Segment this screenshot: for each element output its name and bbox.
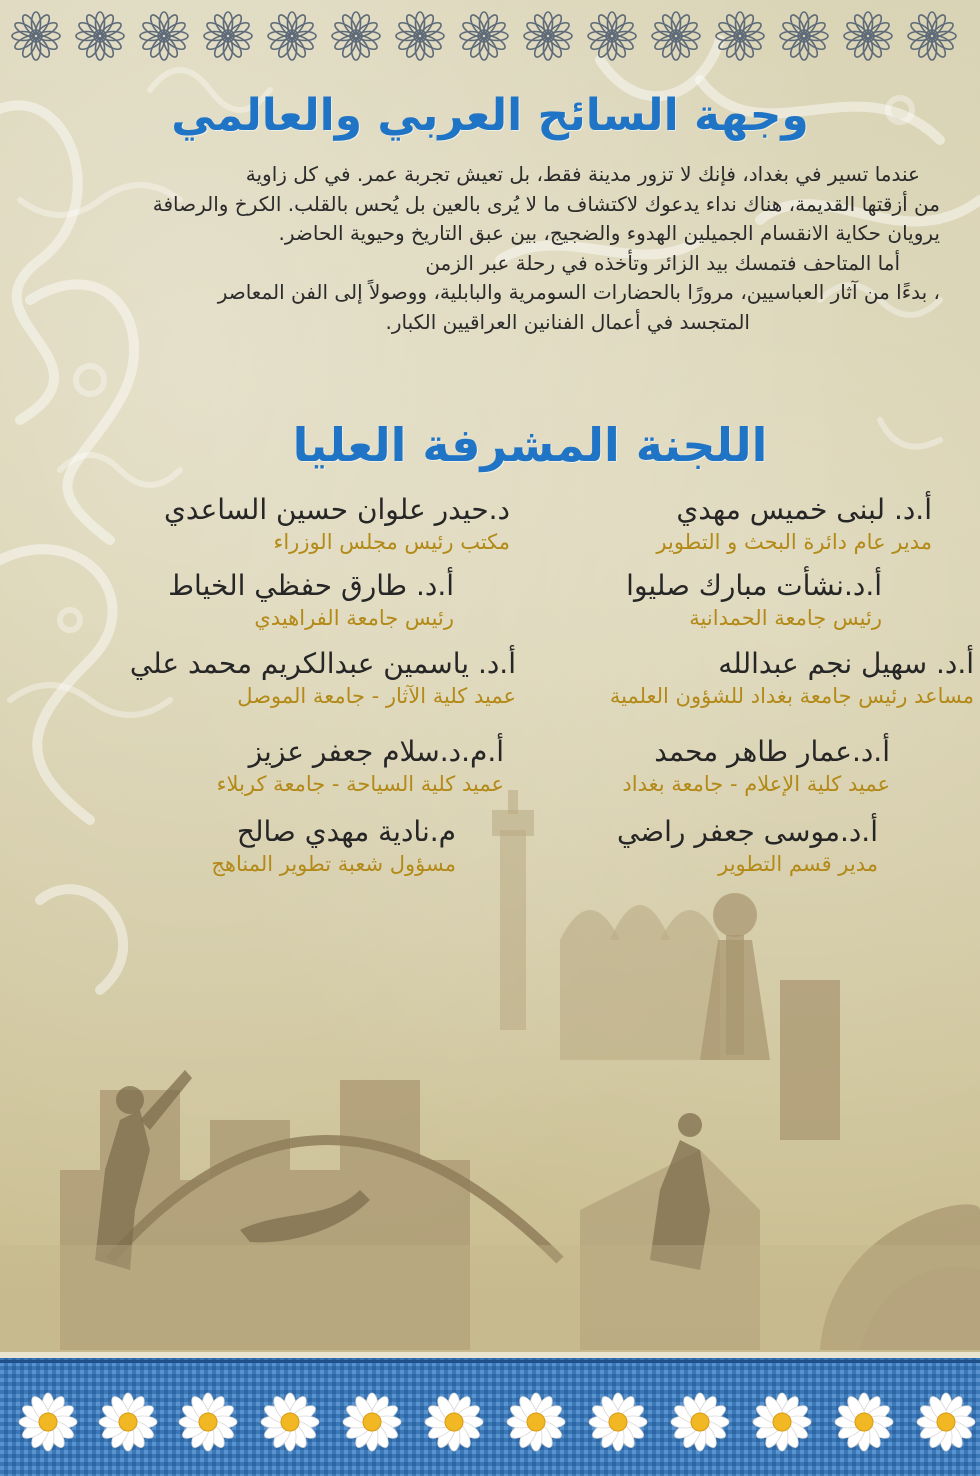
member-name: أ.د. سهيل نجم عبدالله bbox=[718, 647, 974, 680]
member-card bbox=[130, 646, 516, 710]
member-card bbox=[622, 734, 890, 798]
member-name: د.حيدر علوان حسين الساعدي bbox=[163, 493, 510, 526]
member-name: أ.د. ياسمين عبدالكريم محمد علي bbox=[129, 647, 516, 680]
bottom-daisy-border bbox=[0, 1346, 980, 1476]
top-daisy-border bbox=[0, 0, 980, 78]
member-card bbox=[164, 492, 510, 556]
member-card bbox=[168, 568, 454, 632]
intro-line: المتجسد في أعمال الفنانين العراقيين الكبار. bbox=[385, 309, 750, 334]
member-role: مساعد رئيس جامعة بغداد للشؤون العلمية bbox=[609, 684, 974, 708]
member-role: رئيس جامعة الفراهيدي bbox=[254, 606, 454, 630]
member-name: أ.د. طارق حفظي الخياط bbox=[168, 569, 454, 602]
intro-line: ، بدءًا من آثار العباسيين، مرورًا بالحضارات السومرية والبابلية، ووصولاً إلى الفن المعاصر bbox=[217, 280, 940, 304]
member-card bbox=[617, 814, 878, 878]
intro-line: من أزقتها القديمة، هناك نداء يدعوك لاكتشاف ما لا يُرى بالعين بل يُحس بالقلب. الكرخ والرصافة bbox=[152, 191, 940, 216]
member-card bbox=[610, 646, 974, 710]
committee-heading: اللجنة المشرفة العليا bbox=[292, 418, 768, 472]
member-name: أ.م.د.سلام جعفر عزيز bbox=[248, 735, 504, 768]
member-role: مسؤول شعبة تطوير المناهج bbox=[211, 852, 456, 876]
intro-paragraph bbox=[0, 160, 940, 337]
member-card bbox=[656, 492, 932, 556]
member-role: مدير قسم التطوير bbox=[718, 852, 878, 876]
member-role: عميد كلية الآثار - جامعة الموصل bbox=[237, 684, 516, 708]
member-card bbox=[211, 814, 456, 878]
intro-line: عندما تسير في بغداد، فإنك لا تزور مدينة فقط، بل تعيش تجربة عمر. في كل زاوية bbox=[245, 162, 920, 186]
member-role: مكتب رئيس مجلس الوزراء bbox=[273, 530, 510, 554]
member-role: مدير عام دائرة البحث و التطوير bbox=[656, 530, 932, 554]
intro-line: يرويان حكاية الانقسام الجميلين الهدوء والضجيج، بين عبق التاريخ وحيوية الحاضر. bbox=[278, 221, 940, 245]
member-name: أ.د.موسى جعفر راضي bbox=[617, 815, 878, 848]
member-name: أ.د. لبنى خميس مهدي bbox=[676, 493, 932, 526]
member-role: عميد كلية السياحة - جامعة كربلاء bbox=[216, 772, 504, 796]
member-role: عميد كلية الإعلام - جامعة بغداد bbox=[622, 772, 890, 796]
member-card bbox=[626, 568, 882, 632]
member-name: أ.د.نشأت مبارك صليوا bbox=[626, 569, 882, 602]
page-title: وجهة السائح العربي والعالمي bbox=[171, 90, 809, 141]
member-name: أ.د.عمار طاهر محمد bbox=[654, 735, 890, 768]
member-role: رئيس جامعة الحمدانية bbox=[689, 606, 882, 630]
member-card bbox=[217, 734, 504, 798]
intro-line: أما المتاحف فتمسك بيد الزائر وتأخذه في رحلة عبر الزمن bbox=[425, 250, 900, 275]
member-name: م.نادية مهدي صالح bbox=[236, 815, 456, 848]
